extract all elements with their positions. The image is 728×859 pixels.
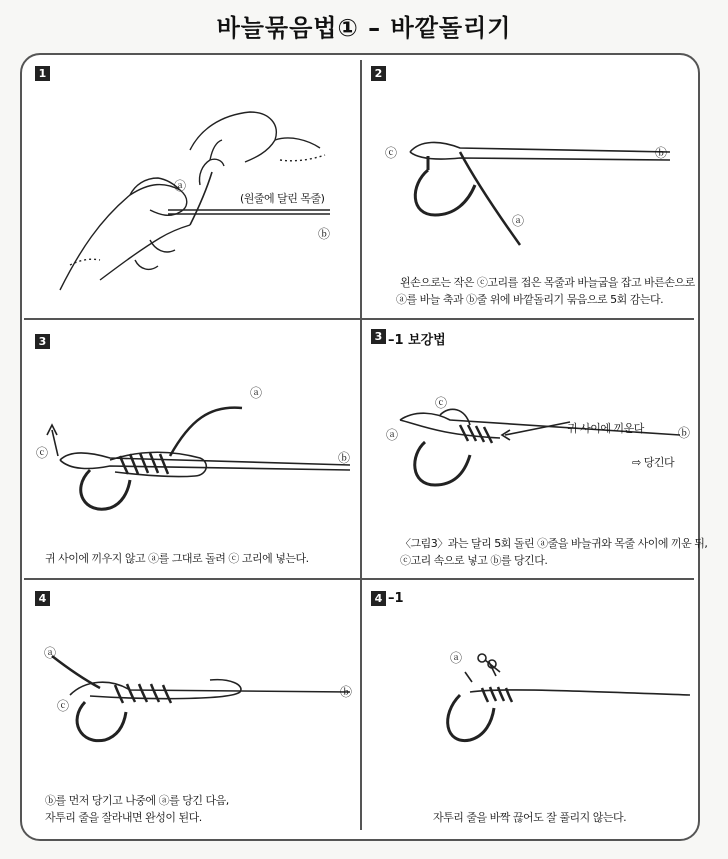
panel-3-1-number: 3	[371, 329, 386, 344]
cut-end	[465, 672, 472, 682]
panel-2-label-b: ⓑ	[655, 146, 667, 160]
panel-3-illustration	[30, 380, 360, 520]
panel-3-number: 3	[35, 334, 50, 349]
loop-line-bottom	[410, 152, 670, 160]
panel-4-1-heading: –1	[388, 591, 404, 606]
vertical-divider	[360, 60, 362, 830]
loop-line-top	[410, 142, 670, 152]
page-title: 바늘묶음법① – 바깥돌리기	[216, 14, 512, 42]
panel-3-1-label-c: ⓒ	[435, 396, 447, 410]
tag-end-a	[170, 408, 242, 456]
panel-2-illustration	[380, 130, 690, 260]
panel-4-label-c: ⓒ	[57, 699, 69, 713]
panel-4-label-b: ⓑ	[340, 685, 352, 699]
panel-2-label-a: ⓐ	[512, 214, 524, 228]
panel-3-label-b: ⓑ	[338, 451, 350, 465]
panel-4-1-caption: 자투리 줄을 바짝 끊어도 잘 풀리지 않는다.	[433, 811, 627, 824]
panel-4-number: 4	[35, 591, 50, 606]
horizontal-divider-2	[24, 578, 694, 580]
wraps	[482, 687, 512, 702]
panel-2-caption-line2: ⓐ를 바늘 축과 ⓑ줄 위에 바깥돌리기 묶음으로 5회 감는다.	[396, 293, 664, 306]
horizontal-divider-1	[24, 318, 694, 320]
panel-4-1-number: 4	[371, 591, 386, 606]
panel-2-caption-line1: 왼손으로는 작은 ⓒ고리를 접은 목줄과 바늘굽을 잡고 바른손으로	[400, 276, 695, 289]
panel-4-1-label-a: ⓐ	[450, 651, 462, 665]
panel-3-label-c: ⓒ	[36, 446, 48, 460]
panel-3-1-heading: –1 보강법	[388, 333, 446, 348]
panel-1-label-b: ⓑ	[318, 227, 330, 241]
panel-3-1-label-b: ⓑ	[678, 426, 690, 440]
hook	[415, 442, 470, 485]
main-line-b	[60, 453, 350, 465]
panel-4-caption-line2: 자투리 줄을 잘라내면 완성이 된다.	[45, 811, 202, 824]
panel-4-1-illustration	[400, 640, 700, 760]
hook	[77, 702, 126, 741]
panel-1-label-a: ⓐ	[174, 179, 186, 193]
scissors-icon	[478, 654, 500, 676]
panel-1-number: 1	[35, 66, 50, 81]
panel-3-1-caption-line1: 〈그림3〉과는 달리 5회 돌린 ⓐ줄을 바늘귀와 목줄 사이에 끼운 뒤,	[400, 537, 708, 550]
panel-3-1-note-pull: ⇨ 당긴다	[632, 456, 675, 469]
hook	[81, 470, 130, 509]
hook	[415, 170, 475, 215]
wraps	[460, 425, 492, 443]
panel-3-caption: 귀 사이에 끼우지 않고 ⓐ를 그대로 돌려 ⓒ 고리에 넣는다.	[45, 552, 309, 565]
panel-2-label-c: ⓒ	[385, 146, 397, 160]
panel-3-label-a: ⓐ	[250, 386, 262, 400]
panel-4-caption-line1: ⓑ를 먼저 당기고 나중에 ⓐ를 당긴 다음,	[45, 794, 229, 807]
panel-3-1-label-a: ⓐ	[386, 428, 398, 442]
main-line-b	[70, 682, 350, 695]
main-line	[470, 690, 690, 695]
panel-4-illustration	[30, 640, 360, 760]
panel-3-1-note-insert: 귀 사이에 끼운다	[567, 422, 644, 435]
panel-1-mainline-label: (원줄에 달린 목줄)	[240, 192, 325, 205]
panel-3-1-caption-line2: ⓒ고리 속으로 넣고 ⓑ를 당긴다.	[400, 554, 548, 567]
panel-4-label-a: ⓐ	[44, 646, 56, 660]
panel-2-number: 2	[371, 66, 386, 81]
